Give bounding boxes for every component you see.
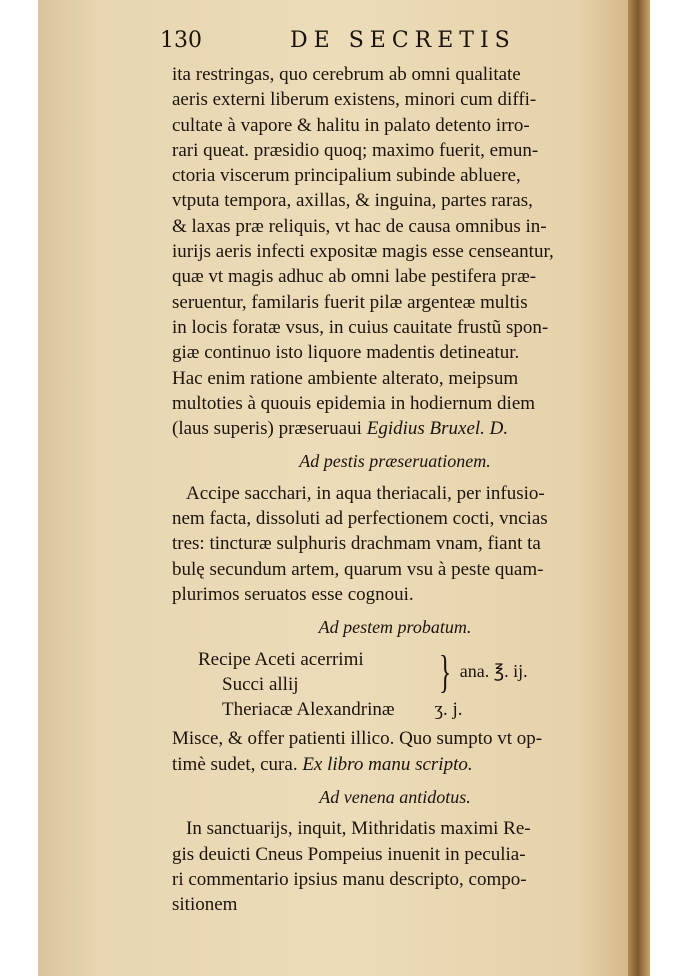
paragraph-2 — [172, 481, 618, 607]
recipe-grouped-ingredients — [172, 647, 618, 698]
book-spine-edge — [628, 0, 650, 976]
text-line: rari queat. præsidio quoq; maximo fuerit, emun- — [172, 139, 539, 161]
text-line: multoties à quouis epidemia in hodiernum diem — [172, 392, 536, 414]
text-line — [172, 752, 618, 777]
section-heading-2: Ad pestem probatum. — [318, 617, 472, 638]
text-line: cultate à vapore & halitu in palato detento irro- — [172, 114, 530, 136]
text-line: ri commentario ipsius manu descripto, compo- — [172, 868, 527, 890]
ingredient-list — [172, 647, 364, 698]
ingredient-line: Theriacæ Alexandrinæ — [222, 699, 395, 721]
text-line-content: timè sudet, cura. — [172, 753, 298, 775]
ingredient-line: Recipe Aceti acerrimi — [198, 648, 364, 670]
text-line: seruentur, familaris fuerit pilæ argenteæ multis — [172, 291, 528, 313]
brace-icon: } — [438, 645, 451, 697]
text-line: tres: tincturæ sulphuris drachmam vnam, fiant ta — [172, 533, 541, 555]
source-note: Ex libro manu scripto. — [302, 753, 473, 775]
text-line: in locis foratæ vsus, in cuius cauitate frustũ spon- — [172, 316, 549, 338]
running-title: DE SECRETIS — [290, 28, 516, 53]
text-line: quæ vt magis adhuc ab omni labe pestifera præ- — [172, 266, 537, 288]
page-number: 130 — [160, 28, 202, 53]
text-line: giæ continuo isto liquore madentis detineatur. — [172, 342, 520, 364]
text-line: ctoria viscerum principalium subinde abluere, — [172, 165, 521, 187]
ingredient-line: Succi allij — [222, 673, 299, 695]
text-line: & laxas præ reliquis, vt hac de causa omnibus in- — [172, 215, 547, 237]
catchword: sitionem — [172, 894, 238, 916]
section-heading-3: Ad venena antidotus. — [319, 787, 471, 808]
paragraph-3 — [172, 726, 618, 777]
paragraph-1 — [172, 62, 618, 441]
text-line: iurijs aeris infecti expositæ magis esse censeantur, — [172, 241, 554, 263]
text-line: Hac enim ratione ambiente alterato, meipsum — [172, 367, 519, 389]
section-heading-1: Ad pestis præseruationem. — [299, 451, 491, 472]
text-line: bulę secundum artem, quarum vsu à peste quam- — [172, 558, 544, 580]
ingredient-row — [172, 697, 618, 722]
text-line: aeris externi liberum existens, minori cum diffi- — [172, 89, 537, 111]
page-text — [172, 62, 618, 918]
signature: Egidius Bruxel. D. — [366, 418, 509, 440]
recipe-block — [172, 647, 618, 723]
text-line: ita restringas, quo cerebrum ab omni qualitate — [172, 64, 521, 85]
text-line: In sanctuarijs, inquit, Mithridatis maximi Re- — [186, 818, 531, 840]
paragraph-4 — [172, 816, 618, 917]
text-line: nem facta, dissoluti ad perfectionem cocti, vncias — [172, 508, 548, 530]
text-line — [172, 416, 618, 441]
text-line: plurimos seruatos esse cognoui. — [172, 583, 414, 605]
text-line: Misce, & offer patienti illico. Quo sumpto vt op- — [172, 728, 543, 750]
ingredient-dose: ʒ. j. — [434, 699, 463, 721]
text-line: vtputa tempora, axillas, & inguina, partes raras, — [172, 190, 533, 212]
text-line: Accipe sacchari, in aqua theriacali, per infusio- — [186, 482, 545, 504]
ingredient-dose: ana. ℥. ij. — [459, 661, 528, 682]
text-line: gis deuicti Cneus Pompeius inuenit in peculia- — [172, 843, 526, 865]
text-line-content: (laus superis) præseruaui — [172, 418, 362, 440]
